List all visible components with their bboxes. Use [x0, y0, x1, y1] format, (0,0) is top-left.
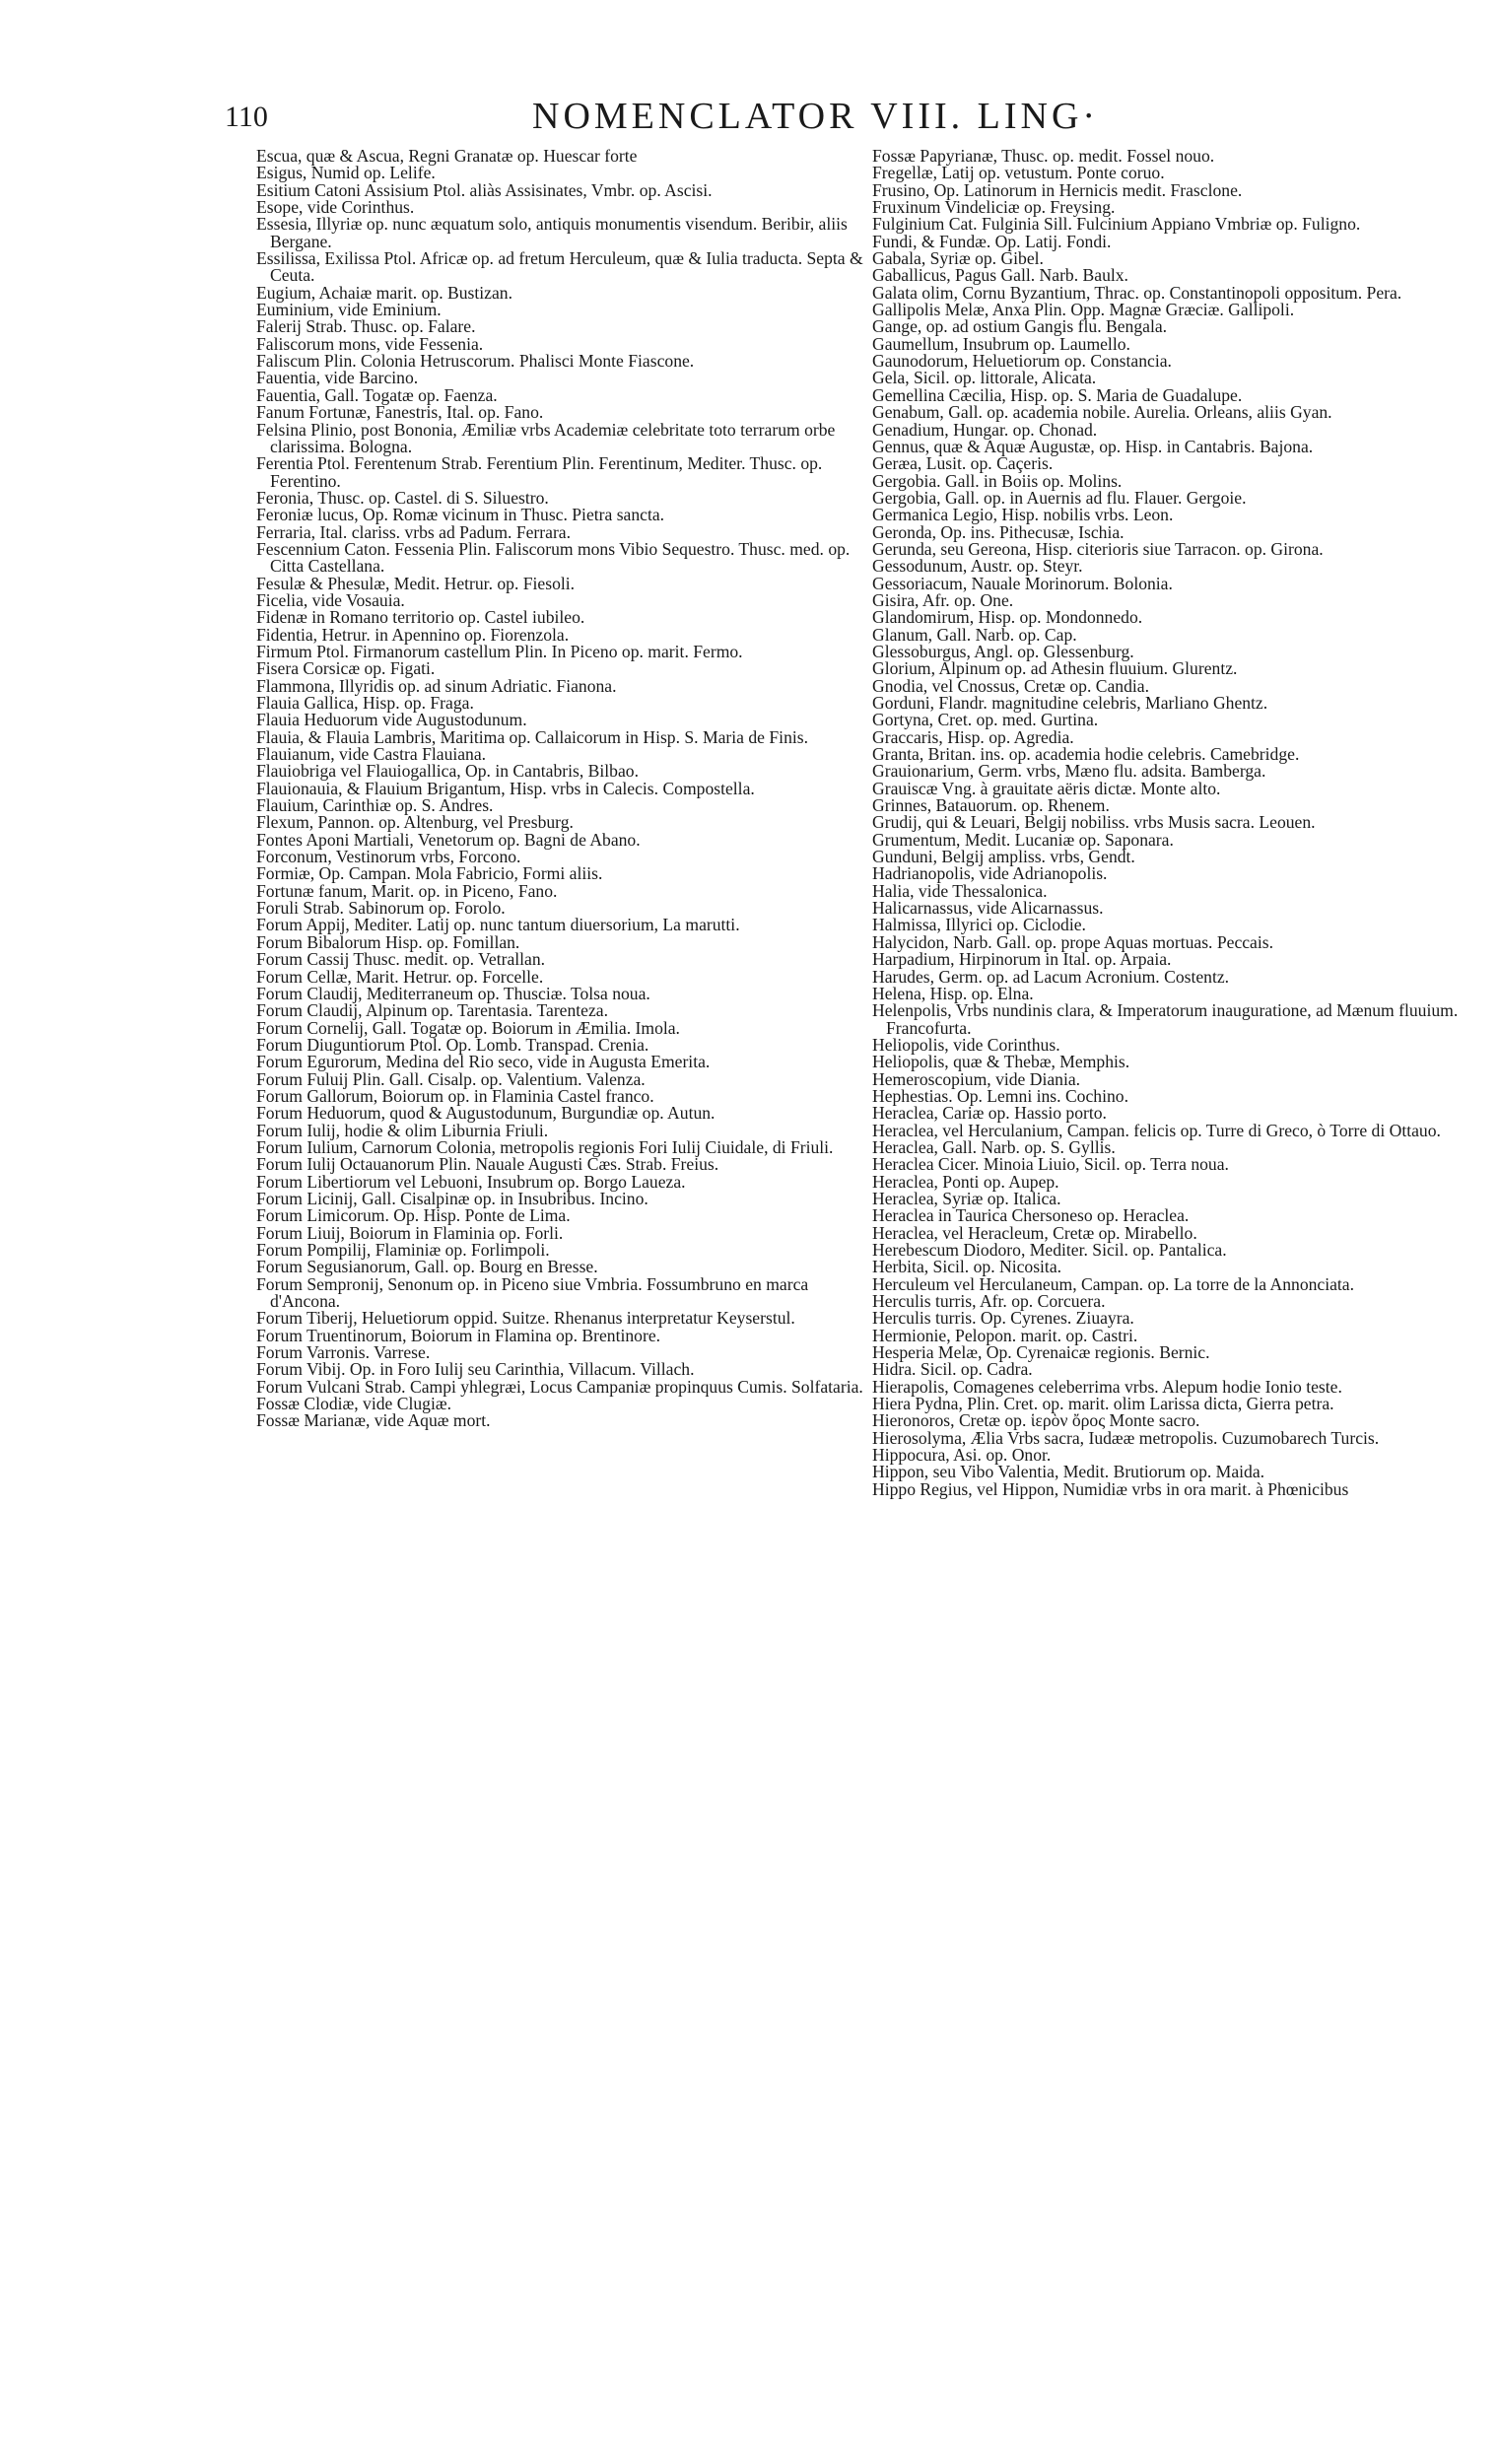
entry: Fortunæ fanum, Marit. op. in Piceno, Fano.	[256, 880, 558, 901]
entry: Forum Cassij Thusc. medit. op. Vetrallan.	[256, 949, 546, 970]
entry: Galata olim, Cornu Byzantium, Thrac. op. Constantinopoli oppositum. Pera.	[872, 282, 1402, 303]
entry: Gergobia. Gall. in Boiis op. Molins.	[872, 470, 1123, 491]
entry: Fauentia, Gall. Togatæ op. Faenza.	[256, 384, 498, 405]
entry: Flauia Gallica, Hisp. op. Fraga.	[256, 693, 474, 713]
entry: Forum Cornelij, Gall. Togatæ op. Boiorum in Æmilia. Imola.	[256, 1017, 680, 1038]
entry: Halia, vide Thessalonica.	[872, 880, 1048, 901]
entry: Geræa, Lusit. op. Caçeris.	[872, 453, 1054, 474]
entry: Forum Segusianorum, Gall. op. Bourg en Bresse.	[256, 1257, 598, 1277]
entry: Fidenæ in Romano territorio op. Castel iubileo.	[256, 607, 585, 628]
entry: Foruli Strab. Sabinorum op. Forolo.	[256, 898, 506, 919]
entry: Gabala, Syriæ op. Gibel.	[872, 248, 1044, 269]
entry: Gortyna, Cret. op. med. Gurtina.	[872, 710, 1099, 730]
entry: Grauiscæ Vng. à grauitate aëris dictæ. Monte alto.	[872, 778, 1221, 798]
entry: Forum Limicorum. Op. Hisp. Ponte de Lima.	[256, 1205, 571, 1226]
entry: Fontes Aponi Martiali, Venetorum op. Bagni de Abano.	[256, 829, 641, 850]
entry: Gange, op. ad ostium Gangis flu. Bengala.	[872, 316, 1168, 337]
entry: Falerij Strab. Thusc. op. Falare.	[256, 316, 476, 337]
entry: Essesia, Illyriæ op. nunc æquatum solo, antiquis monumentis visendum. Beribir, aliis Bergane.	[256, 214, 848, 251]
entry: Faliscum Plin. Colonia Hetruscorum. Phalisci Monte Fiascone.	[256, 351, 695, 372]
entry: Forum Sempronij, Senonum op. in Piceno siue Vmbria. Fossumbruno en marca d'Ancona.	[256, 1273, 809, 1312]
entry: Hierosolyma, Ælia Vrbs sacra, Iudææ metropolis. Cuzumobarech Turcis.	[872, 1427, 1380, 1448]
entry: Gunduni, Belgij ampliss. vrbs, Gendt.	[872, 847, 1135, 867]
entry: Heraclea, Syriæ op. Italica.	[872, 1188, 1061, 1208]
entry: Felsina Plinio, post Bononia, Æmiliæ vrbs Academiæ celebritate toto terrarum orbe clarissima. Bologna.	[256, 419, 836, 456]
entry: Fundi, & Fundæ. Op. Latij. Fondi.	[872, 231, 1112, 251]
entry: Firmum Ptol. Firmanorum castellum Plin. In Piceno op. marit. Fermo.	[256, 641, 743, 661]
entry: Grauionarium, Germ. vrbs, Mæno flu. adsita. Bamberga.	[872, 761, 1266, 782]
entry: Forum Liuij, Boiorum in Flaminia op. Forli.	[256, 1222, 564, 1243]
entry: Herculeum vel Herculaneum, Campan. op. La torre de la Annonciata.	[872, 1273, 1355, 1294]
entry: Forum Vulcani Strab. Campi yhlegræi, Locus Campaniæ propinquus Cumis. Solfataria.	[256, 1376, 863, 1397]
entry: Heraclea, vel Herculanium, Campan. felicis op. Turre di Greco, ò Torre di Ottauo.	[872, 1120, 1441, 1140]
entry: Fregellæ, Latij op. vetustum. Ponte coruo.	[872, 163, 1165, 183]
entry: Gnodia, vel Cnossus, Cretæ op. Candia.	[872, 675, 1149, 696]
entry: Flauionauia, & Flauium Brigantum, Hisp. vrbs in Calecis. Compostella.	[256, 778, 755, 798]
entry: Grumentum, Medit. Lucaniæ op. Saponara.	[872, 829, 1174, 850]
entry: Heraclea Cicer. Minoia Liuio, Sicil. op. Terra noua.	[872, 1154, 1229, 1175]
entry: Gemellina Cæcilia, Hisp. op. S. Maria de Guadalupe.	[872, 384, 1243, 405]
entry: Hippon, seu Vibo Valentia, Medit. Brutiorum op. Maida.	[872, 1462, 1265, 1482]
entry: Gaballicus, Pagus Gall. Narb. Baulx.	[872, 265, 1128, 286]
entry: Essilissa, Exilissa Ptol. Africæ op. ad fretum Herculeum, quæ & Iulia traducta. Septa & Ceuta.	[256, 248, 863, 286]
entry: Euminium, vide Eminium.	[256, 300, 442, 320]
entry: Glandomirum, Hisp. op. Mondonnedo.	[872, 607, 1143, 628]
entry: Flexum, Pannon. op. Altenburg, vel Presburg.	[256, 812, 574, 833]
entry: Ferraria, Ital. clariss. vrbs ad Padum. Ferrara.	[256, 521, 572, 542]
entry: Hemeroscopium, vide Diania.	[872, 1068, 1081, 1089]
entry: Heraclea, Ponti op. Aupep.	[872, 1171, 1059, 1192]
entry: Germanica Legio, Hisp. nobilis vrbs. Leon.	[872, 505, 1174, 525]
entry: Forum Libertiorum vel Lebuoni, Insubrum op. Borgo Laueza.	[256, 1171, 686, 1192]
entry: Eugium, Achaiæ marit. op. Bustizan.	[256, 282, 512, 303]
entry: Fauentia, vide Barcino.	[256, 368, 419, 388]
entry: Hippo Regius, vel Hippon, Numidiæ vrbs in ora marit. à Phœnicibus	[872, 1478, 1349, 1499]
entry: Hieronoros, Cretæ op. ἱερὸν ὄρος Monte sacro.	[872, 1410, 1200, 1431]
entry: Hadrianopolis, vide Adrianopolis.	[872, 863, 1108, 884]
entry: Gaunodorum, Heluetiorum op. Constancia.	[872, 351, 1172, 372]
entry: Glorium, Alpinum op. ad Athesin fluuium. Glurentz.	[872, 658, 1238, 679]
entry: Fossæ Marianæ, vide Aquæ mort.	[256, 1410, 491, 1431]
entry: Fesulæ & Phesulæ, Medit. Hetrur. op. Fiesoli.	[256, 573, 576, 593]
entry: Forum Heduorum, quod & Augustodunum, Burgundiæ op. Autun.	[256, 1103, 716, 1124]
entry: Halmissa, Illyrici op. Ciclodie.	[872, 915, 1086, 935]
entry: Forum Fuluij Plin. Gall. Cisalp. op. Valentium. Valenza.	[256, 1068, 646, 1089]
entry: Forum Truentinorum, Boiorum in Flamina op. Brentinore.	[256, 1325, 661, 1345]
entry: Flammona, Illyridis op. ad sinum Adriatic. Fianona.	[256, 675, 617, 696]
entry: Forum Iulij, hodie & olim Liburnia Friuli.	[256, 1120, 549, 1140]
entry: Forum Varronis. Varrese.	[256, 1342, 431, 1363]
entry: Esitium Catoni Assisium Ptol. aliàs Assisinates, Vmbr. op. Ascisi.	[256, 179, 713, 200]
entry: Gorduni, Flandr. magnitudine celebris, Marliano Ghentz.	[872, 693, 1268, 713]
entry: Forconum, Vestinorum vrbs, Forcono.	[256, 847, 521, 867]
entry: Gessoriacum, Nauale Morinorum. Bolonia.	[872, 573, 1173, 593]
entry: Gisira, Afr. op. One.	[872, 589, 1014, 610]
entry: Feroniæ lucus, Op. Romæ vicinum in Thusc. Pietra sancta.	[256, 505, 665, 525]
entry: Hierapolis, Comagenes celeberrima vrbs. Alepum hodie Ionio teste.	[872, 1376, 1342, 1397]
entry: Flauium, Carinthiæ op. S. Andres.	[256, 795, 494, 816]
entry: Heliopolis, quæ & Thebæ, Memphis.	[872, 1052, 1130, 1072]
entry: Heraclea in Taurica Chersoneso op. Heraclea.	[872, 1205, 1190, 1226]
entry: Herebescum Diodoro, Mediter. Sicil. op. Pantalica.	[872, 1240, 1227, 1260]
entry: Heraclea, Gall. Narb. op. S. Gyllis.	[872, 1136, 1116, 1157]
entry: Fruxinum Vindeliciæ op. Freysing.	[872, 197, 1116, 218]
entry: Forum Tiberij, Heluetiorum oppid. Suitze. Rhenanus interpretatur Keyserstul.	[256, 1308, 795, 1329]
entry: Gaumellum, Insubrum op. Laumello.	[872, 333, 1130, 354]
entry: Graccaris, Hisp. op. Agredia.	[872, 726, 1074, 747]
entry: Forum Claudij, Alpinum op. Tarentasia. Tarenteza.	[256, 1000, 608, 1021]
entry: Forum Claudij, Mediterraneum op. Thusciæ. Tolsa noua.	[256, 983, 650, 1003]
entry: Forum Diuguntiorum Ptol. Op. Lomb. Transpad. Crenia.	[256, 1034, 649, 1055]
entry: Gennus, quæ & Aquæ Augustæ, op. Hisp. in Cantabris. Bajona.	[872, 436, 1314, 456]
entry: Grudij, qui & Leuari, Belgij nobiliss. vrbs Musis sacra. Leouen.	[872, 812, 1316, 833]
entry: Herculis turris, Afr. op. Corcuera.	[872, 1291, 1106, 1312]
entry: Genabum, Gall. op. academia nobile. Aurelia. Orleans, aliis Gyan.	[872, 402, 1332, 423]
entry: Forum Cellæ, Marit. Hetrur. op. Forcelle.	[256, 966, 544, 987]
entry: Gallipolis Melæ, Anxa Plin. Opp. Magnæ Græciæ. Gallipoli.	[872, 300, 1295, 320]
entry: Helenpolis, Vrbs nundinis clara, & Imperatorum inauguratione, ad Mænum fluuium. Francofurta.	[872, 1000, 1459, 1038]
entry: Ficelia, vide Vosauia.	[256, 589, 405, 610]
entry: Hidra. Sicil. op. Cadra.	[872, 1359, 1033, 1380]
entry: Hippocura, Asi. op. Onor.	[872, 1445, 1052, 1466]
entry: Forum Iulij Octauanorum Plin. Nauale Augusti Cæs. Strab. Freius.	[256, 1154, 719, 1175]
entry: Ferentia Ptol. Ferentenum Strab. Ferentium Plin. Ferentinum, Mediter. Thusc. op. Ferentino.	[256, 453, 823, 491]
entry: Herbita, Sicil. op. Nicosita.	[872, 1257, 1062, 1277]
entry: Heliopolis, vide Corinthus.	[872, 1034, 1060, 1055]
entry: Glanum, Gall. Narb. op. Cap.	[872, 624, 1077, 645]
entry: Faliscorum mons, vide Fessenia.	[256, 333, 484, 354]
entry: Forum Egurorum, Medina del Rio seco, vide in Augusta Emerita.	[256, 1052, 711, 1072]
entry: Halicarnassus, vide Alicarnassus.	[872, 898, 1104, 919]
entry: Fulginium Cat. Fulginia Sill. Fulcinium Appiano Vmbriæ op. Fuligno.	[872, 214, 1361, 235]
entry: Escua, quæ & Ascua, Regni Granatæ op. Huescar forte	[256, 146, 638, 166]
entry: Fisera Corsicæ op. Figati.	[256, 658, 436, 679]
entry: Hermionie, Pelopon. marit. op. Castri.	[872, 1325, 1138, 1345]
entry: Flauiobriga vel Flauiogallica, Op. in Cantabris, Bilbao.	[256, 761, 639, 782]
entry: Fanum Fortunæ, Fanestris, Ital. op. Fano.	[256, 402, 544, 423]
entry: Heraclea, Cariæ op. Hassio porto.	[872, 1103, 1107, 1124]
entry: Herculis turris. Op. Cyrenes. Ziuayra.	[872, 1308, 1134, 1329]
entry: Fossæ Clodiæ, vide Clugiæ.	[256, 1394, 451, 1414]
entry: Forum Licinij, Gall. Cisalpinæ op. in Insubribus. Incino.	[256, 1188, 648, 1208]
entry: Forum Bibalorum Hisp. op. Fomillan.	[256, 931, 520, 952]
running-title: NOMENCLATOR VIII. LING·	[532, 96, 1100, 137]
entry: Hephestias. Op. Lemni ins. Cochino.	[872, 1085, 1128, 1106]
entry: Fescennium Caton. Fessenia Plin. Faliscorum mons Vibio Sequestro. Thusc. med. op. Citta Castellana.	[256, 538, 851, 577]
entry: Hiera Pydna, Plin. Cret. op. marit. olim Larissa dicta, Gierra petra.	[872, 1394, 1334, 1414]
entry: Esope, vide Corinthus.	[256, 197, 415, 218]
page-number: 110	[225, 101, 268, 133]
entry: Fidentia, Hetrur. in Apennino op. Fiorenzola.	[256, 624, 570, 645]
entry: Harpadium, Hirpinorum in Ital. op. Arpaia.	[872, 949, 1172, 970]
entry: Granta, Britan. ins. op. academia hodie celebris. Camebridge.	[872, 744, 1300, 765]
right-column	[872, 148, 1483, 1498]
entry: Flauia Heduorum vide Augustodunum.	[256, 710, 527, 730]
left-column	[256, 148, 867, 1430]
entry: Fossæ Papyrianæ, Thusc. op. medit. Fossel nouo.	[872, 146, 1215, 166]
entry: Forum Appij, Mediter. Latij op. nunc tantum diuersorium, La marutti.	[256, 915, 740, 935]
entry: Feronia, Thusc. op. Castel. di S. Siluestro.	[256, 487, 549, 508]
entry: Genadium, Hungar. op. Chonad.	[872, 419, 1098, 440]
entry: Gela, Sicil. op. littorale, Alicata.	[872, 368, 1097, 388]
entry: Forum Iulium, Carnorum Colonia, metropolis regionis Fori Iulij Ciuidale, di Friuli.	[256, 1136, 834, 1157]
entry: Gerunda, seu Gereona, Hisp. citerioris siue Tarracon. op. Girona.	[872, 538, 1324, 559]
entry: Hesperia Melæ, Op. Cyrenaicæ regionis. Bernic.	[872, 1342, 1210, 1363]
entry: Gergobia, Gall. op. in Auernis ad flu. Flauer. Gergoie.	[872, 487, 1247, 508]
entry: Grinnes, Batauorum. op. Rhenem.	[872, 795, 1110, 816]
entry: Halycidon, Narb. Gall. op. prope Aquas mortuas. Peccais.	[872, 931, 1274, 952]
entry: Glessoburgus, Angl. op. Glessenburg.	[872, 641, 1134, 661]
entry: Frusino, Op. Latinorum in Hernicis medit. Frasclone.	[872, 179, 1243, 200]
entry: Esigus, Numid op. Lelife.	[256, 163, 436, 183]
entry: Geronda, Op. ins. Pithecusæ, Ischia.	[872, 521, 1125, 542]
entry: Forum Vibij. Op. in Foro Iulij seu Carinthia, Villacum. Villach.	[256, 1359, 695, 1380]
entry: Heraclea, vel Heracleum, Cretæ op. Mirabello.	[872, 1222, 1197, 1243]
entry: Gessodunum, Austr. op. Steyr.	[872, 556, 1083, 577]
entry: Formiæ, Op. Campan. Mola Fabricio, Formi aliis.	[256, 863, 603, 884]
entry: Helena, Hisp. op. Elna.	[872, 983, 1034, 1003]
entry: Flauia, & Flauia Lambris, Maritima op. Callaicorum in Hisp. S. Maria de Finis.	[256, 726, 808, 747]
entry: Forum Pompilij, Flaminiæ op. Forlimpoli.	[256, 1240, 550, 1260]
entry: Harudes, Germ. op. ad Lacum Acronium. Costentz.	[872, 966, 1230, 987]
entry: Flauianum, vide Castra Flauiana.	[256, 744, 487, 765]
entry: Forum Gallorum, Boiorum op. in Flaminia Castel franco.	[256, 1085, 654, 1106]
